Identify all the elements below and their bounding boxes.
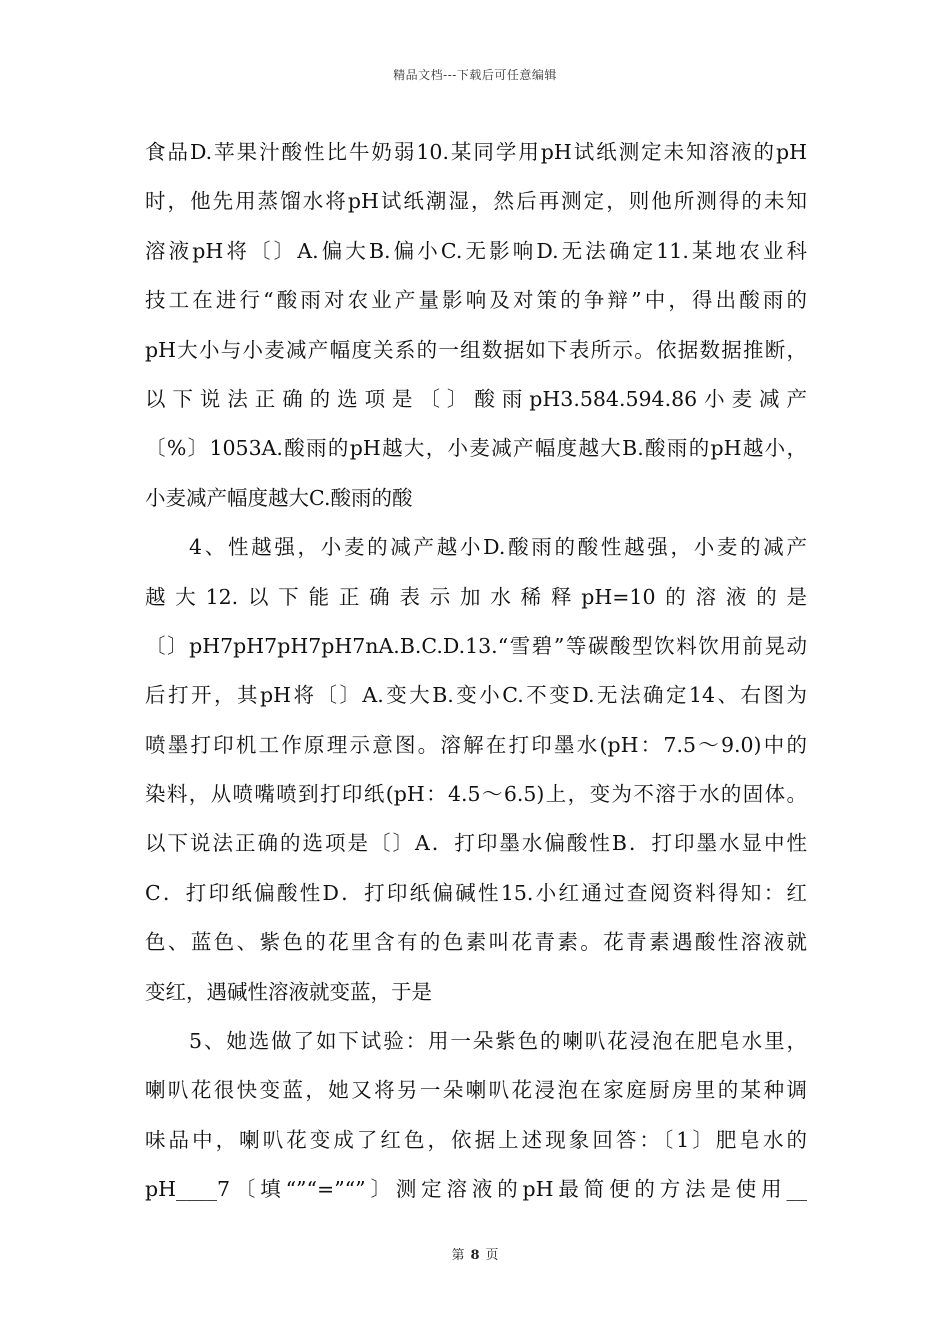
text-line: C．打印纸偏酸性D．打印纸偏碱性15.小红通过查阅资料得知：红 — [145, 880, 807, 905]
text-line: pH____7〔填“”“=”“”〕测定溶液的pH最简便的方法是使用__ — [145, 1177, 807, 1202]
text-line: 小麦减产幅度越大C.酸雨的酸 — [145, 485, 413, 510]
text-line: 以下说法正确的选项是〔〕A．打印墨水偏酸性B．打印墨水显中性 — [145, 831, 807, 856]
text-line: 染料，从喷嘴喷到打印纸(pH：4.5～6.5)上，变为不溶于水的固体。 — [145, 782, 807, 807]
text-line: 色、蓝色、紫色的花里含有的色素叫花青素。花青素遇酸性溶液就 — [145, 930, 807, 955]
text-line: 味品中，喇叭花变成了红色，依据上述现象回答：〔1〕肥皂水的 — [145, 1127, 807, 1152]
page-footer — [0, 1244, 950, 1263]
header-text: 精品文档---下载后可任意编辑 — [393, 68, 557, 82]
text-line: 喷墨打印机工作原理示意图。溶解在打印墨水(pH：7.5～9.0)中的 — [145, 732, 807, 757]
text-line: 溶液pH将〔〕A.偏大B.偏小C.无影响D.无法确定11.某地农业科 — [145, 238, 807, 263]
text-line: 后打开，其pH将〔〕A.变大B.变小C.不变D.无法确定14、右图为 — [145, 683, 807, 708]
text-line: pH大小与小麦减产幅度关系的一组数据如下表所示。依据数据推断， — [145, 337, 807, 362]
page-header — [0, 66, 950, 83]
page-number: 8 — [470, 1248, 480, 1263]
document-body — [145, 128, 807, 1215]
text-line: 以下说法正确的选项是〔〕酸雨pH3.584.594.86小麦减产 — [145, 386, 807, 411]
text-line: 技工在进行“酸雨对农业产量影响及对策的争辩”中，得出酸雨的 — [145, 288, 807, 313]
text-line: 4、性越强，小麦的减产越小D.酸雨的酸性越强，小麦的减产 — [189, 535, 807, 560]
text-line: 〔〕pH7pH7pH7pH7nA.B.C.D.13.“雪碧”等碳酸型饮料饮用前晃动 — [145, 633, 807, 658]
page-label-suffix: 页 — [485, 1248, 499, 1263]
text-line: 变红，遇碱性溶液就变蓝，于是 — [145, 979, 432, 1004]
text-line: 越大12.以下能正确表示加水稀释pH=10的溶液的是 — [145, 584, 807, 609]
text-line: 食品D.苹果汁酸性比牛奶弱10.某同学用pH试纸测定未知溶液的pH — [145, 140, 807, 164]
text-line: 喇叭花很快变蓝，她又将另一朵喇叭花浸泡在家庭厨房里的某种调 — [145, 1078, 807, 1103]
text-line: 〔%〕1053A.酸雨的pH越大，小麦减产幅度越大B.酸雨的pH越小， — [145, 436, 807, 461]
page-label-prefix: 第 — [451, 1248, 465, 1263]
text-line: 时，他先用蒸馏水将pH试纸潮湿，然后再测定，则他所测得的未知 — [145, 189, 807, 214]
text-line: 5、她选做了如下试验：用一朵紫色的喇叭花浸泡在肥皂水里， — [189, 1029, 807, 1054]
